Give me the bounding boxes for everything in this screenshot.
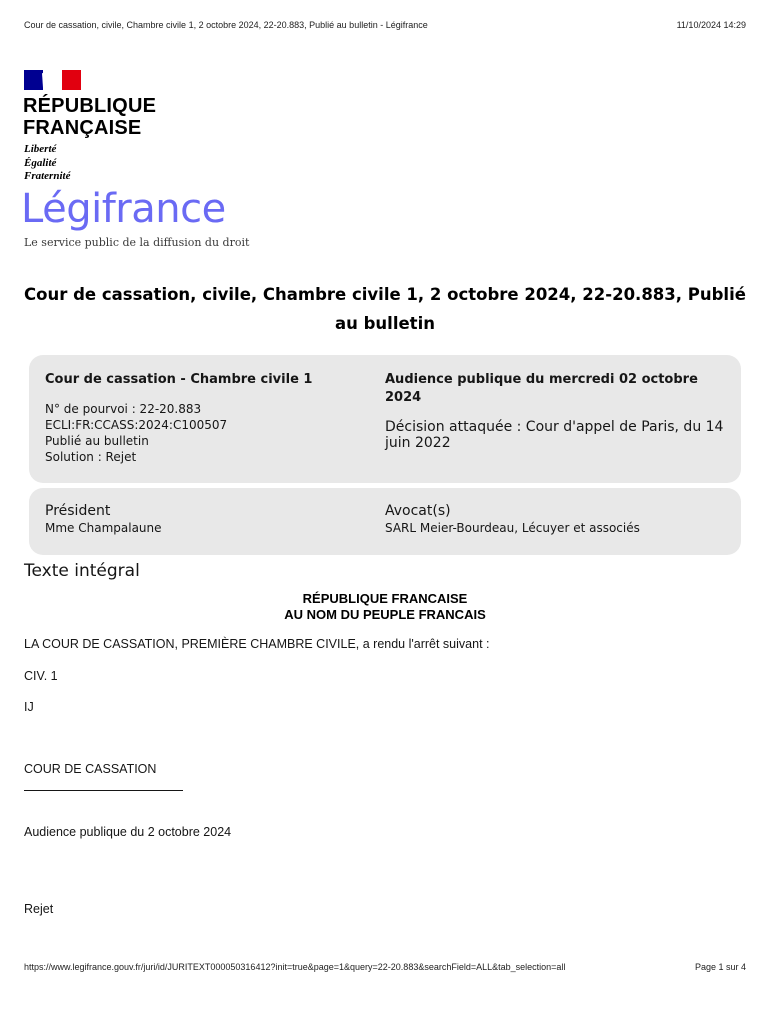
republic-line-1: RÉPUBLIQUE bbox=[23, 95, 157, 117]
full-text-title: Texte intégral bbox=[24, 561, 140, 581]
judgment-heading-line-2: AU NOM DU PEUPLE FRANCAIS bbox=[284, 607, 486, 622]
republic-line-2: FRANÇAISE bbox=[23, 117, 142, 139]
french-flag-logo bbox=[24, 70, 81, 90]
motto-liberte: Liberté bbox=[24, 143, 57, 155]
document-title: Cour de cassation, civile, Chambre civile 1, 2 octobre 2024, 22-20.883, Publié au bulletin bbox=[24, 285, 746, 333]
republique-francaise-wordmark bbox=[23, 95, 156, 139]
flag-blue bbox=[24, 70, 43, 90]
parties-card bbox=[29, 488, 741, 555]
motto-fraternite: Fraternité bbox=[24, 170, 71, 182]
motto-egalite: Égalité bbox=[24, 156, 57, 169]
ecli-identifier: ECLI:FR:CCASS:2024:C100507 bbox=[45, 418, 228, 432]
chamber-code: CIV. 1 bbox=[24, 669, 58, 683]
print-header bbox=[24, 20, 746, 30]
separator-rule bbox=[24, 790, 183, 791]
flag-red bbox=[62, 70, 81, 90]
judgment-heading bbox=[0, 591, 770, 623]
judgment-intro: LA COUR DE CASSATION, PREMIÈRE CHAMBRE CIVILE, a rendu l'arrêt suivant : bbox=[24, 637, 490, 651]
decision-attaquee: Décision attaquée : Cour d'appel de Paris, du 14 juin 2022 bbox=[385, 419, 724, 451]
jurisdiction-heading: Cour de cassation - Chambre civile 1 bbox=[45, 372, 313, 387]
avocats-label: Avocat(s) bbox=[385, 503, 451, 519]
metadata-right-column bbox=[385, 371, 725, 483]
solution: Solution : Rejet bbox=[45, 450, 137, 464]
pourvoi-number: N° de pourvoi : 22-20.883 bbox=[45, 402, 202, 416]
judgment-result: Rejet bbox=[24, 902, 54, 916]
decision-metadata-card bbox=[29, 355, 741, 483]
page-number: Page 1 sur 4 bbox=[694, 962, 746, 972]
metadata-left-column bbox=[45, 371, 385, 483]
legifrance-tagline: Le service public de la diffusion du droit bbox=[24, 236, 250, 249]
avocats-column bbox=[385, 502, 725, 555]
print-footer bbox=[24, 962, 746, 972]
legifrance-logo: Légifrance bbox=[21, 186, 226, 232]
court-name: COUR DE CASSATION bbox=[24, 762, 157, 776]
president-label: Président bbox=[45, 503, 111, 519]
print-page-title: Cour de cassation, civile, Chambre civile 1, 2 octobre 2024, 22-20.883, Publié au bulletin - Légifrance bbox=[24, 20, 428, 30]
judgment-heading-line-1: RÉPUBLIQUE FRANCAISE bbox=[302, 591, 468, 606]
publication-status: Publié au bulletin bbox=[45, 434, 149, 448]
motto bbox=[24, 143, 70, 184]
audience-date: Audience publique du 2 octobre 2024 bbox=[24, 825, 232, 839]
page-url: https://www.legifrance.gouv.fr/juri/id/JURITEXT000050316412?init=true&page=1&query=22-20.883&searchField=ALL&tab_selection=all bbox=[24, 962, 566, 972]
audience-heading: Audience publique du mercredi 02 octobre 2024 bbox=[385, 372, 698, 405]
print-datetime: 11/10/2024 14:29 bbox=[676, 20, 746, 30]
president-value: Mme Champalaune bbox=[45, 521, 162, 535]
avocats-value: SARL Meier-Bourdeau, Lécuyer et associés bbox=[385, 521, 640, 535]
clerk-initials: IJ bbox=[24, 700, 34, 714]
president-column bbox=[45, 502, 385, 555]
